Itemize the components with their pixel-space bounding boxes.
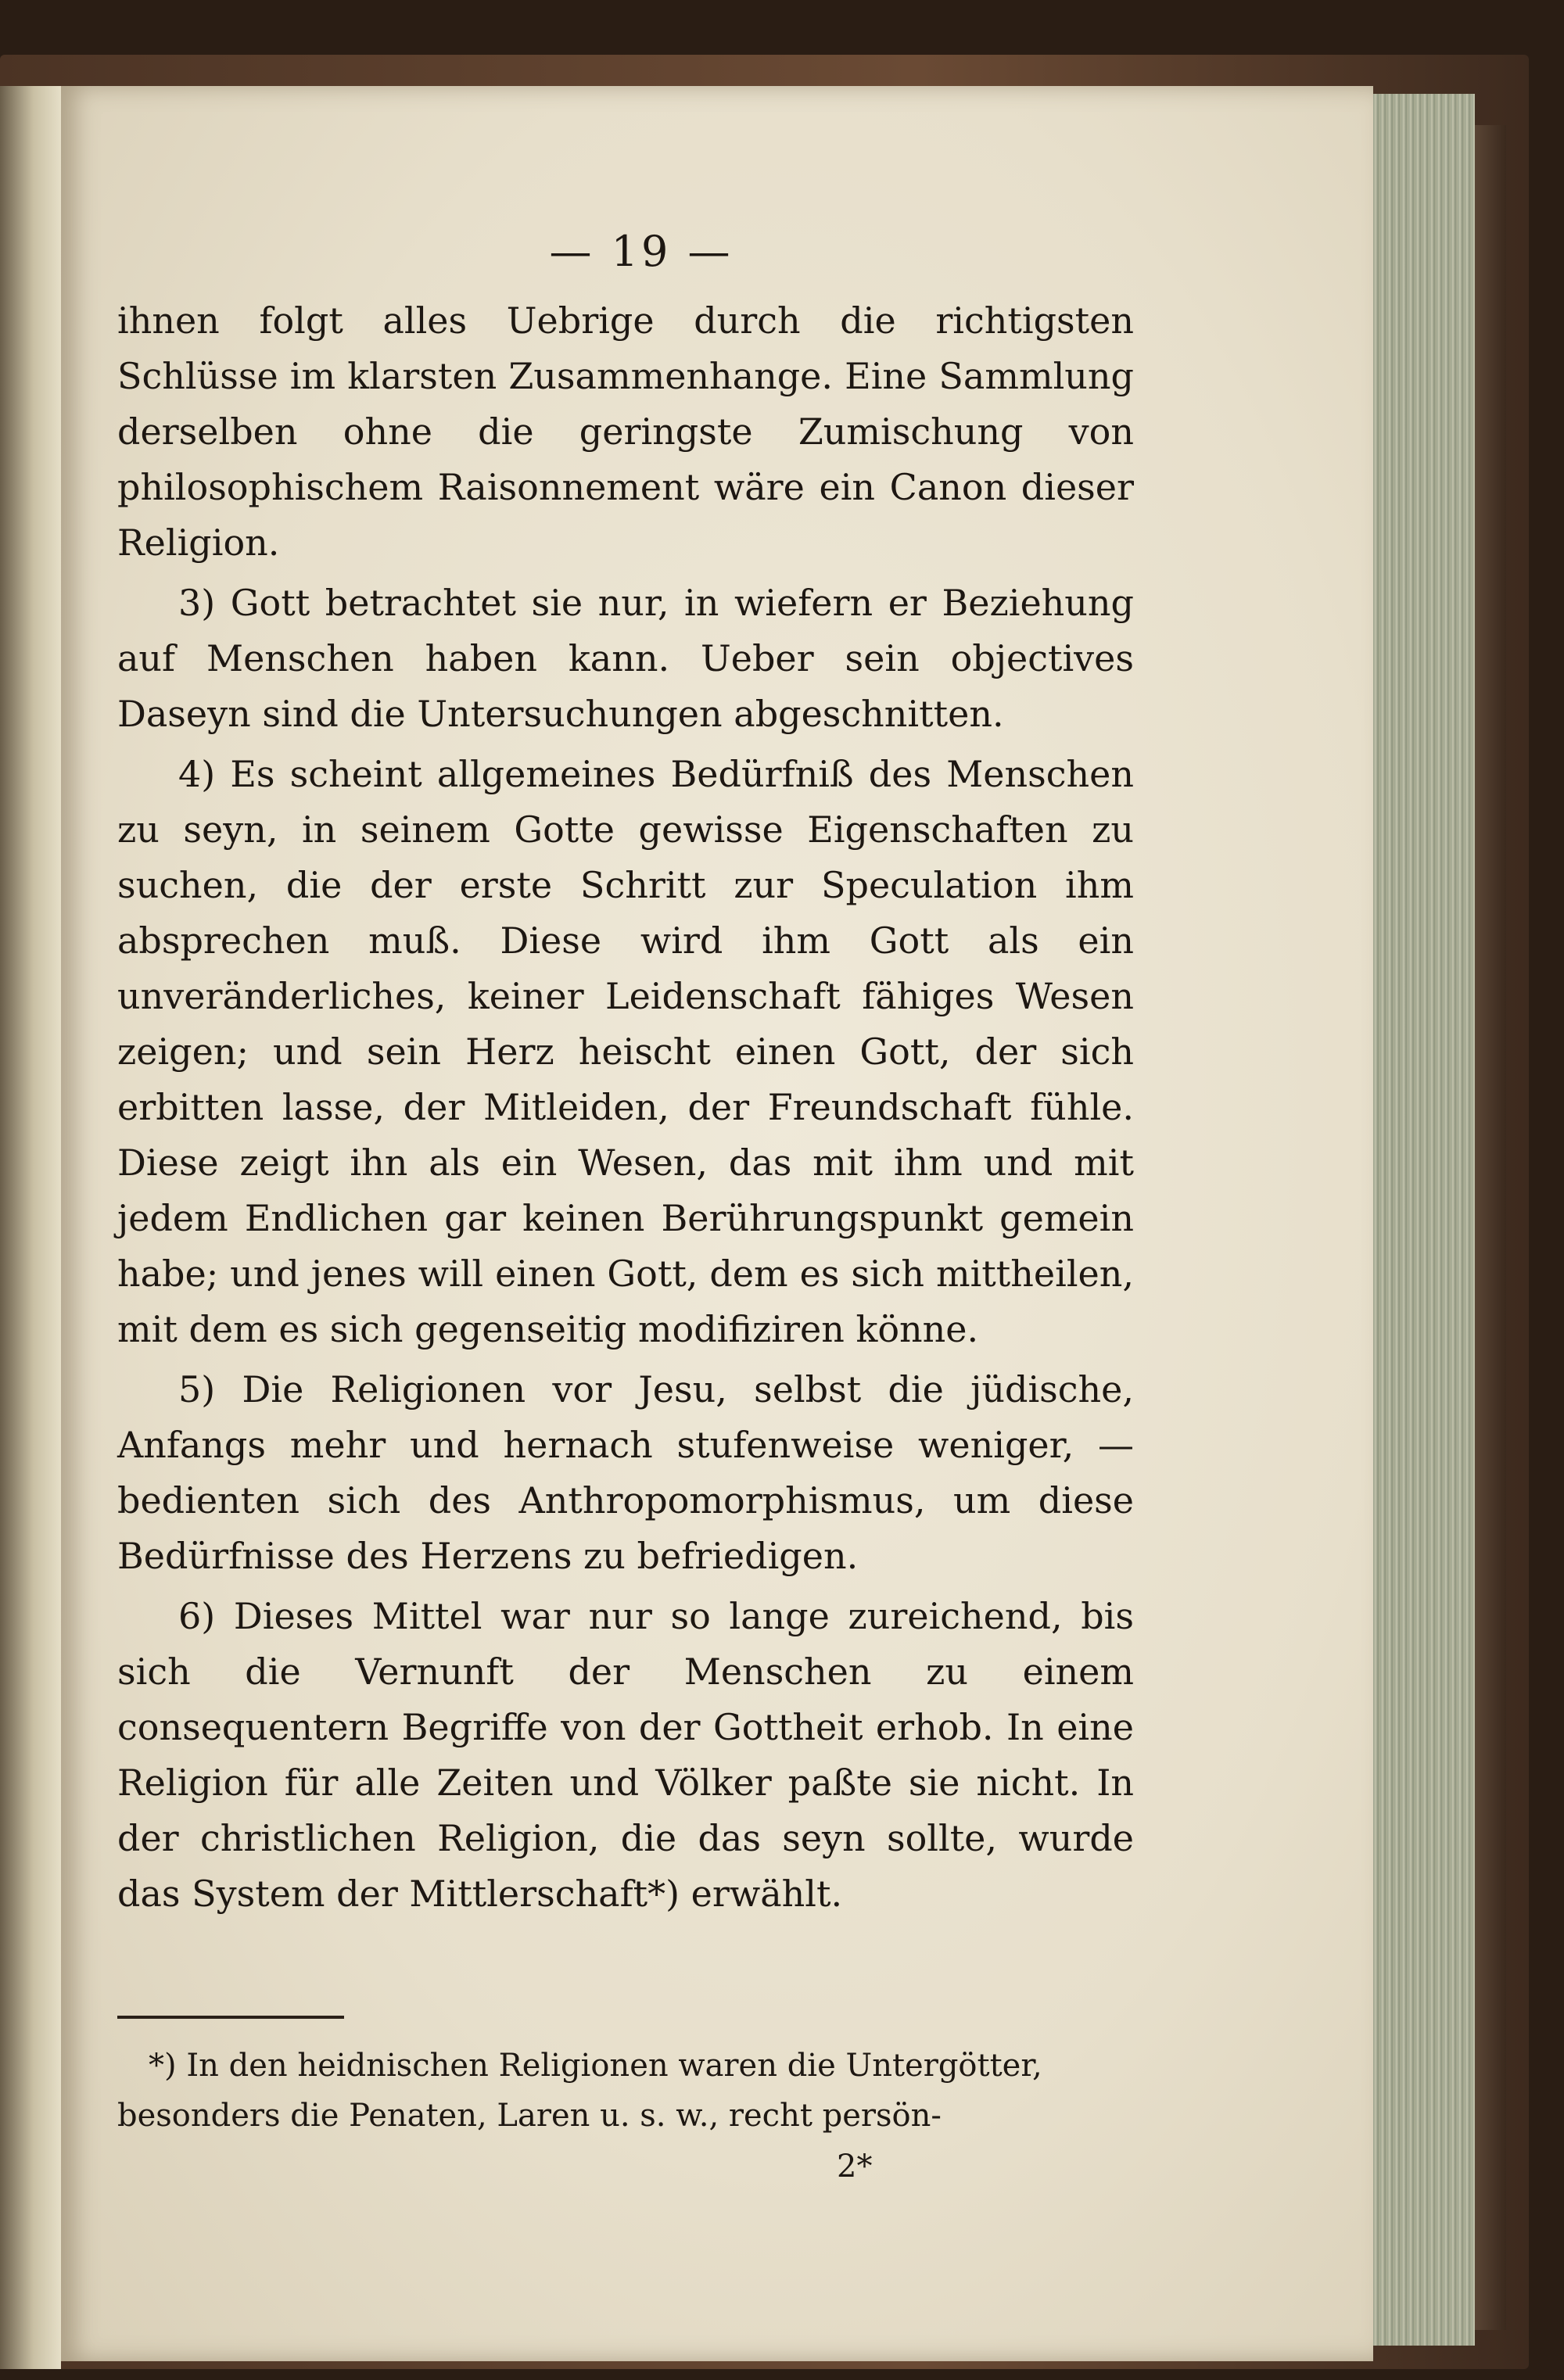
paragraph-3	[117, 575, 1134, 742]
footnote-rule	[117, 2016, 344, 2019]
previous-page-edge	[0, 86, 61, 2369]
page-edges	[1373, 94, 1475, 2346]
book-cover-edge	[1475, 125, 1506, 2330]
page-content	[117, 227, 1134, 1927]
paragraph-6	[117, 1589, 1134, 1922]
signature-mark: 2*	[837, 2149, 873, 2185]
page-number-header: — 19 —	[549, 227, 734, 276]
paragraph-5	[117, 1362, 1134, 1584]
paragraph-5-text: 5) Die Religionen vor Jesu, selbst die jüdische, Anfangs mehr und hernach stufenweise weniger, — bedienten sich des Anthropomorphismus, um diese Bedürfnisse des Herzens zu befriedigen.	[117, 1368, 1134, 1577]
paragraph-continuation: ihnen folgt alles Uebrige durch die richtigsten Schlüsse im klarsten Zusammenhange. Eine Sammlung derselben ohne die geringste Zumischung von philosophischem Raisonnement wäre ein Canon dieser Religion.	[117, 299, 1134, 564]
paragraph-6-text: 6) Dieses Mittel war nur so lange zureichend, bis sich die Vernunft der Menschen zu einem consequentern Begriffe von der Gottheit erhob. In eine Religion für alle Zeiten und Völker paßte sie nicht. In der christlichen Religion, die das seyn sollte, wurde das System der Mittlerschaft*) erwählt.	[117, 1595, 1134, 1915]
paragraph-3-text: 3) Gott betrachtet sie nur, in wiefern er Beziehung auf Menschen haben kann. Ueber sein objectives Daseyn sind die Untersuchungen abgeschnitten.	[117, 582, 1134, 735]
footnote	[117, 2041, 1134, 2141]
paragraph-4	[117, 747, 1134, 1357]
paragraph-4-text: 4) Es scheint allgemeines Bedürfniß des Menschen zu seyn, in seinem Gotte gewisse Eigenschaften zu suchen, die der erste Schritt zur Speculation ihm absprechen muß. Diese wird ihm Gott als ein unveränderliches, keiner Leidenschaft fähiges Wesen zeigen; und sein Herz heischt einen Gott, der sich erbitten lasse, der Mitleiden, der Freundschaft fühle. Diese zeigt ihn als ein Wesen, das mit ihm und mit jedem Endlichen gar keinen Berührungspunkt gemein habe; und jenes will einen Gott, dem es sich mittheilen, mit dem es sich gegenseitig modifiziren könne.	[117, 753, 1134, 1350]
footnote-text: *) In den heidnischen Religionen waren die Untergötter, besonders die Penaten, Laren u. s. w., recht persön-	[117, 2048, 1042, 2134]
